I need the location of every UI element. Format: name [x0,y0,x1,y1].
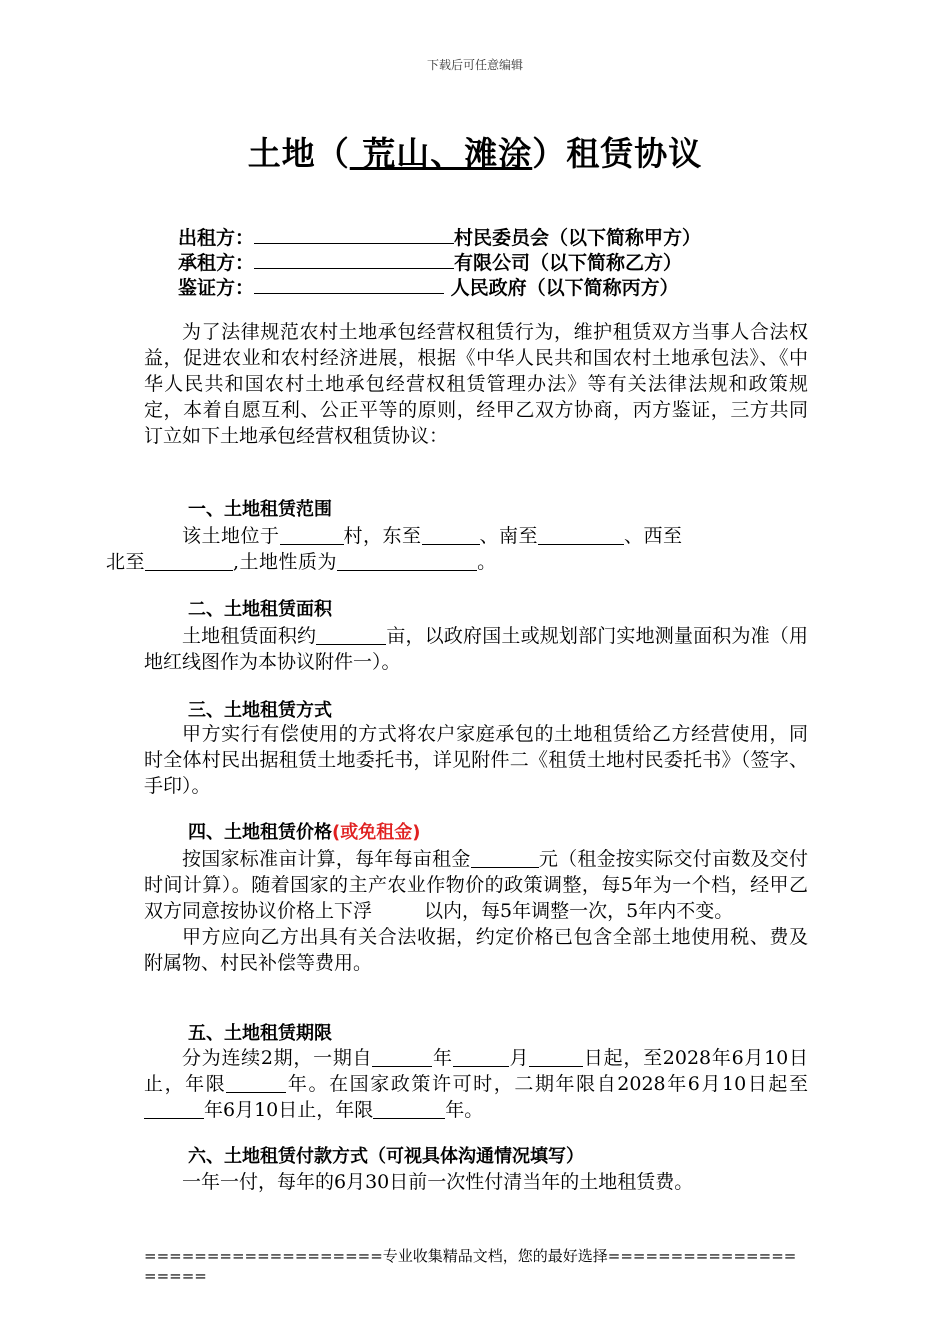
text: 该土地位于 [182,525,280,547]
text: 、南至 [479,525,539,547]
section-5-title: 五、土地租赁期限 [188,1023,332,1044]
blank-field[interactable] [254,276,444,294]
blank-field[interactable] [280,526,344,545]
section-4-text [144,846,808,924]
text: 亩，以政府国土或规划部门实地测量面积为准（用地红线图作为本协议附件一）。 [144,625,808,673]
blank-field[interactable] [372,1048,432,1067]
header-note: 下载后可任意编辑 [426,58,523,72]
text: 年。 [445,1099,484,1121]
intro-text: 为了法律规范农村土地承包经营权租赁行为，维护租赁双方当事人合法权益，促进农业和农村经济进展，根据《中华人民共和国农村土地承包法》、《中华人民共和国农村土地承包经营权租赁管理办法》等有关法律法规和政策规定，本着自愿互利、公正平等的原则，经甲乙双方协商，丙方鉴证，三方共同订立如下土地承包经营权租赁协议： [144,321,808,447]
text: 以内，每5年调整一次，5年内不变。 [424,900,734,922]
section-4-title-text: 四、土地租赁价格 [188,822,332,843]
party-lessee [178,251,701,276]
text: 土地租赁面积约 [182,625,317,647]
section-4-title [188,821,420,845]
party-lessor [178,226,701,251]
text: 按国家标准亩计算，每年每亩租金 [182,848,471,870]
party-suffix: 村民委员会（以下简称甲方） [454,227,702,249]
blank-field[interactable] [226,1074,286,1093]
blank-field[interactable] [254,251,454,269]
section-5-body [144,1045,808,1123]
text: 年 [432,1047,453,1069]
text: 分为连续2期，一期自 [182,1047,373,1069]
text: 年。在国家政策许可时，二期年限自2028年6月10日起至 [286,1073,808,1095]
section-2-body [144,623,808,675]
text: 日起，至2028年6月10日止，年限 [144,1047,808,1095]
text: 北至 [106,551,146,573]
parties-block [178,226,701,301]
section-1-title: 一、土地租赁范围 [188,499,332,520]
text: 村，东至 [343,525,422,547]
party-witness [178,276,701,301]
section-6-title: 六、土地租赁付款方式（可视具体沟通情况填写） [188,1146,584,1167]
section-2-title: 二、土地租赁面积 [188,599,332,620]
section-1-body [106,523,808,575]
blank-field[interactable] [453,1048,509,1067]
section-2-text [144,623,808,675]
blank-field[interactable] [254,226,454,244]
blank-field[interactable] [529,1048,583,1067]
section-3-title: 三、土地租赁方式 [188,700,332,721]
blank-field[interactable] [538,526,624,545]
blank-field[interactable] [144,1100,204,1119]
blank-field[interactable] [316,626,386,645]
text: 元（租金按实际交付亩数及交付时间计算）。随着国家的主产农业作物价的政策调整，每5年为一个档，经甲乙双方同意按协议价格上下浮 [144,848,808,922]
section-4-title-red: (或免租金) [332,822,421,843]
section-3-body [144,721,808,799]
text: 月 [508,1047,530,1069]
blank-field[interactable] [471,849,539,868]
footer-banner: ===================专业收集精品文档，您的最好选择==================== [144,1247,797,1285]
section-1-text [106,523,808,575]
blank-field[interactable] [145,552,233,571]
blank-field[interactable] [337,552,477,571]
text: ,土地性质为 [233,551,338,573]
section-4-body [144,846,808,976]
section-6-body [144,1169,808,1195]
section-6-text: 一年一付，每年的6月30日前一次性付清当年的土地租赁费。 [182,1171,694,1193]
intro-paragraph [144,319,808,449]
text: 、西至 [624,525,683,547]
blank-field[interactable] [422,526,480,545]
title-underlined: 荒山、滩涂 [349,134,533,173]
party-suffix: 有限公司（以下简称乙方） [454,252,683,274]
party-label: 承租方： [178,252,255,274]
text: 。 [477,551,497,573]
document-title [0,128,950,175]
title-suffix: ）租赁协议 [532,134,703,173]
party-label: 出租方： [178,227,255,249]
text: 年6月10日止，年限 [204,1099,374,1121]
section-3-text: 甲方实行有偿使用的方式将农户家庭承包的土地租赁给乙方经营使用，同时全体村民出据租赁土地委托书，详见附件二《租赁土地村民委托书》（签字、手印）。 [144,723,808,797]
party-label: 鉴证方： [178,277,255,299]
blank-field[interactable] [373,1100,445,1119]
title-prefix: 土地（ [247,134,350,173]
section-4-text-2: 甲方应向乙方出具有关合法收据，约定价格已包含全部土地使用税、费及附属物、村民补偿等费用。 [144,926,808,974]
party-suffix: 人民政府（以下简称丙方） [444,277,679,299]
section-5-text [144,1045,808,1123]
